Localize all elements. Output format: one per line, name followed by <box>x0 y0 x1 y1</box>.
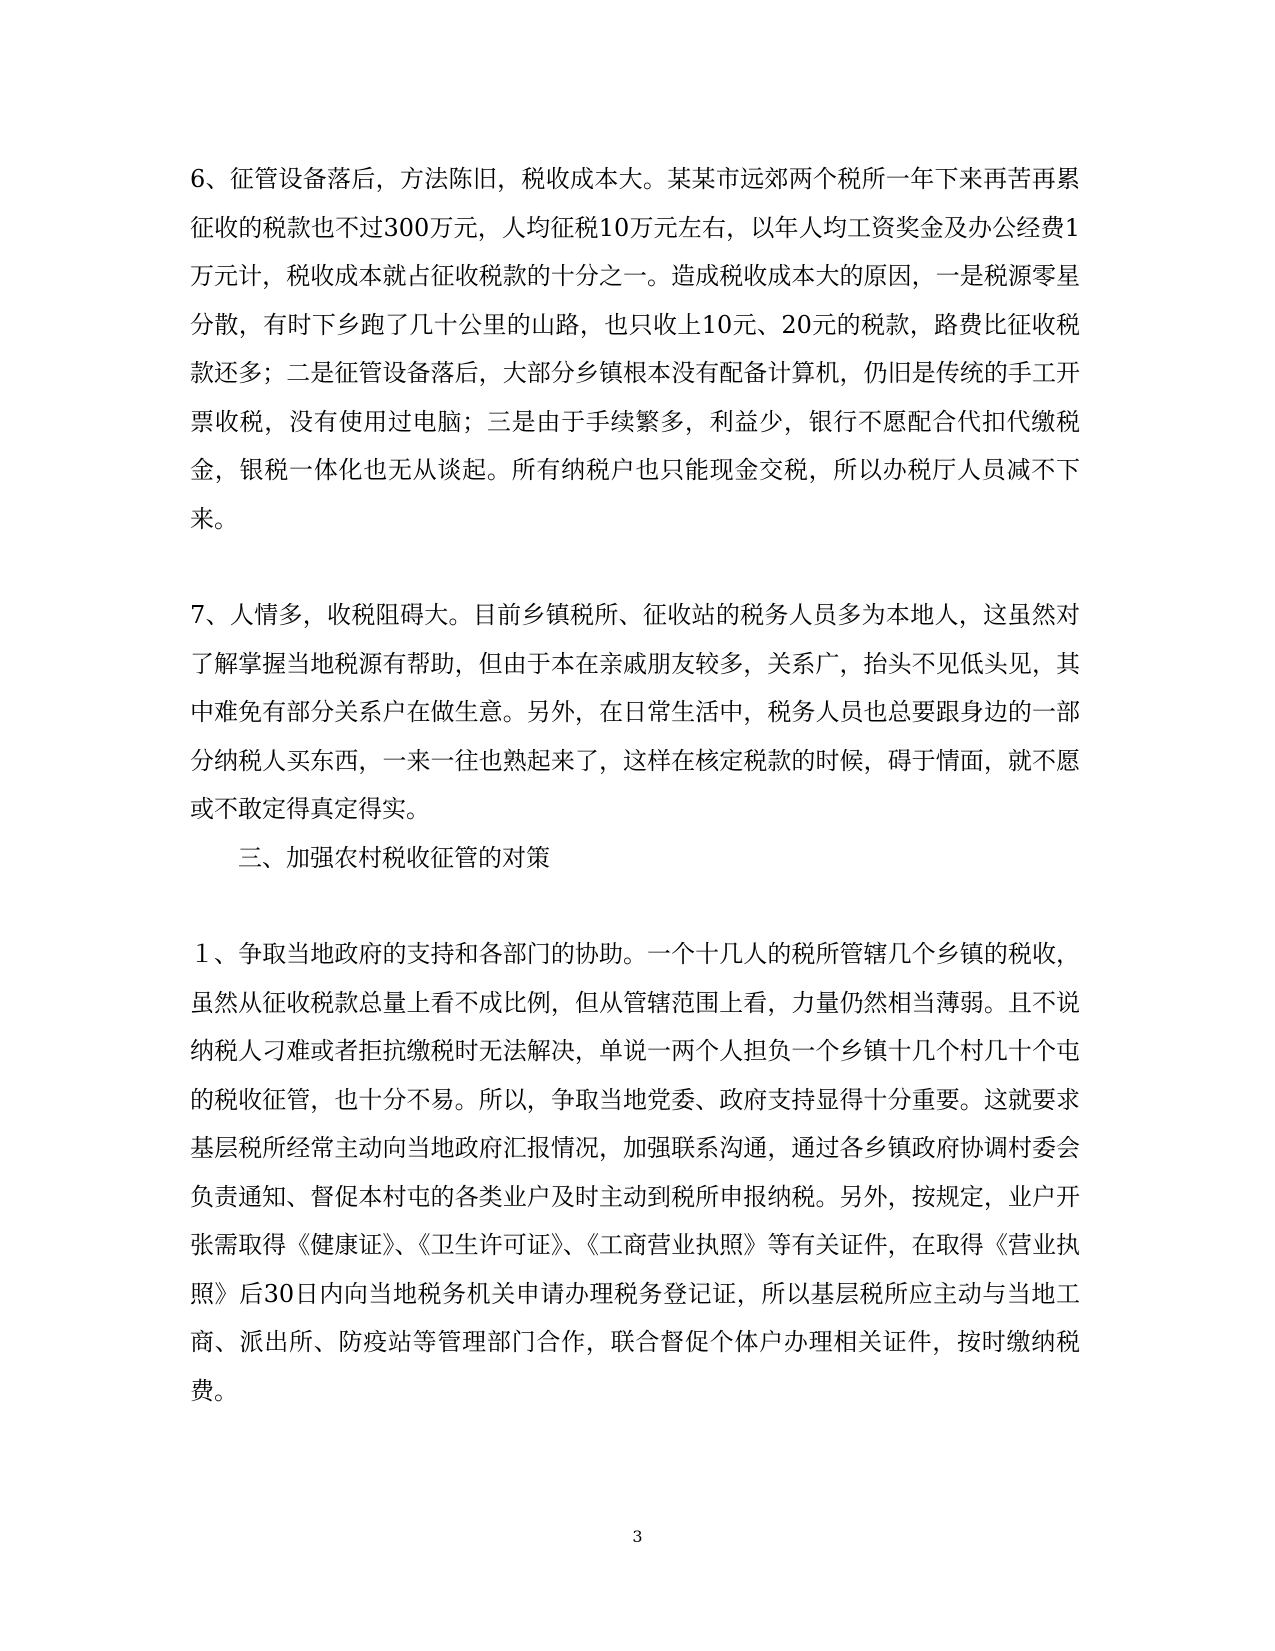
page-body <box>190 155 1080 1415</box>
section-heading-countermeasures: 三、加强农村税收征管的对策 <box>238 843 550 872</box>
page-number: 3 <box>632 1527 643 1546</box>
paragraph-countermeasure-1: １、争取当地政府的支持和各部门的协助。一个十几人的税所管辖几个乡镇的税收，虽然从征收税款总量上看不成比例，但从管辖范围上看，力量仍然相当薄弱。且不说纳税人刁难或者拒抗缴税时无法解决，单说一两个人担负一个乡镇十几个村几十个屯的税收征管，也十分不易。所以，争取当地党委、政府支持显得十分重要。这就要求基层税所经常主动向当地政府汇报情况，加强联系沟通，通过各乡镇政府协调村委会负责通知、督促本村屯的各类业户及时主动到税所申报纳税。另外，按规定，业户开张需取得《健康证》、《卫生许可证》、《工商营业执照》等有关证件，在取得《营业执照》后30日内向当地税务机关申请办理税务登记证，所以基层税所应主动与当地工商、派出所、防疫站等管理部门合作，联合督促个体户办理相关证件，按时缴纳税费。 <box>190 940 1080 1405</box>
paragraph-item-7: 7、人情多，收税阻碍大。目前乡镇税所、征收站的税务人员多为本地人，这虽然对了解掌握当地税源有帮助，但由于本在亲戚朋友较多，关系广，抬头不见低头见，其中难免有部分关系户在做生意。另外，在日常生活中，税务人员也总要跟身边的一部分纳税人买东西，一来一往也熟起来了，这样在核定税款的时候，碍于情面，就不愿或不敢定得真定得实。 <box>190 601 1080 823</box>
paragraph-item-6: 6、征管设备落后，方法陈旧，税收成本大。某某市远郊两个税所一年下来再苦再累征收的税款也不过300万元，人均征税10万元左右，以年人均工资奖金及办公经费1万元计，税收成本就占征收税款的十分之一。造成税收成本大的原因，一是税源零星分散，有时下乡跑了几十公里的山路，也只收上10元、20元的税款，路费比征收税款还多；二是征管设备落后，大部分乡镇根本没有配备计算机，仍旧是传统的手工开票收税，没有使用过电脑；三是由于手续繁多，利益少，银行不愿配合代扣代缴税金，银税一体化也无从谈起。所有纳税户也只能现金交税，所以办税厅人员减不下来。 <box>190 165 1080 533</box>
